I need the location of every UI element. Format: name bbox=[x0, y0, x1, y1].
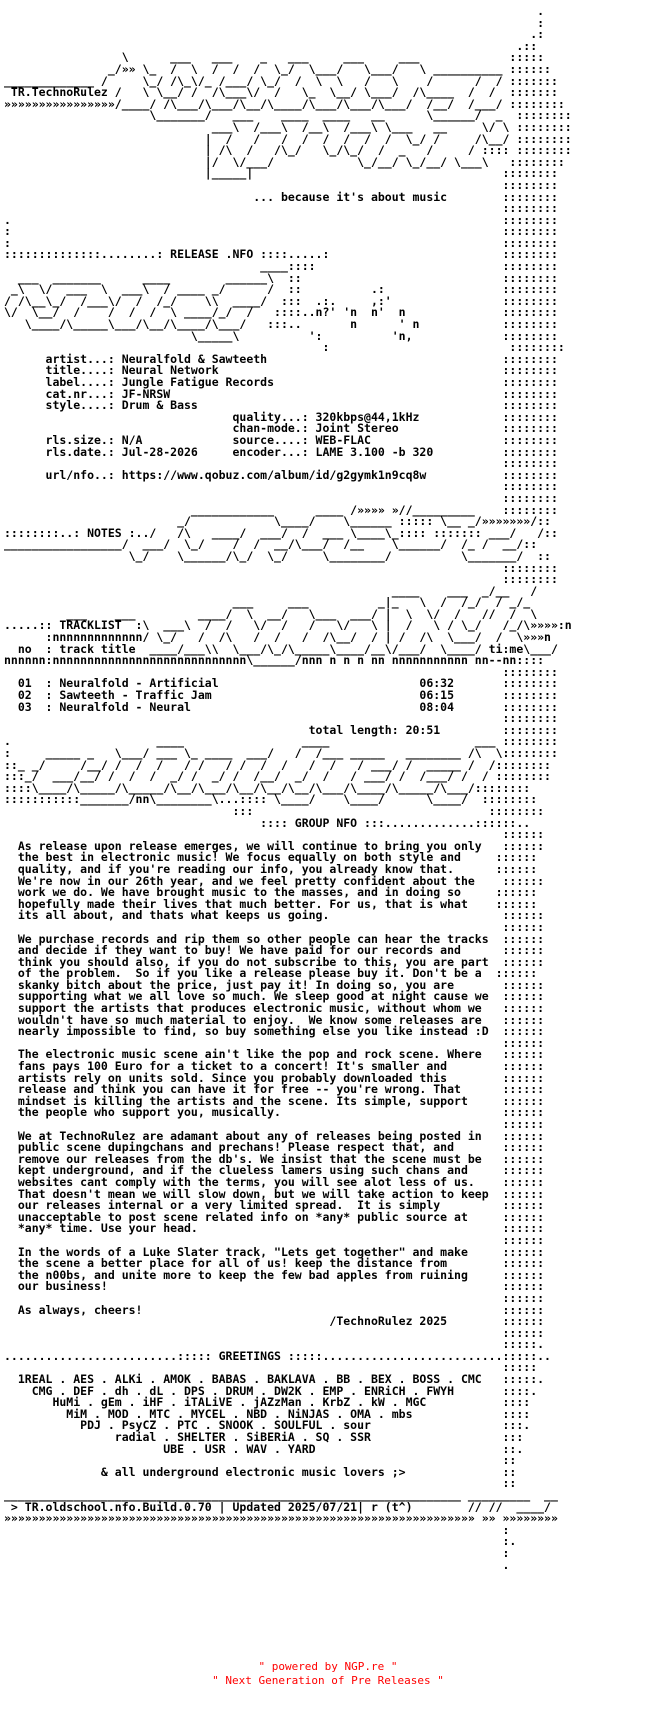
site-footer bbox=[0, 1660, 656, 1688]
nfo-ascii-document: . : .: .:: \ ___ ___ _ ___ ___ ___ ::::: _/»» \_ / \ / / / \_/ \___/ \___/ \ __________ :::::: _____________ / \_/ /\_\/_ /___/ \_/ / \ \ / \ / / / ::::::: TR.TechnoRulez / \ \__/ / /\___\/ / \_ \__/ \___/ /\____ / / ::::::: »»»»»»»»»»»»»»»»/____/ /\___/\___/\__/\____/\___/\___/\___/ /__/ /___/ :::::::: \_______/ ___ ____ ____ __ \______/ _ :::::::: ___\ /___\ /__\ /___\ \___ __ \/ \ :::::::: | / / / / / / / / \_/ / /\__/ :::::::: | /\ / /\_/ \_/\_/ / _ / / :::: :::::::: |/ \/___/ \_/__/ \_/__/ \___\ :::::::: |_____| :::::::: :::::::: ... because it's about music :::::::: :::::::: . :::::::: : :::::::: : :::::::: ::::::::::::::........: RELEASE .NFO ::::.....: :::::::: ____:::: :::::::: ___ _______ ____ ______\ :: :::::::: _\ \/ ___ \ ___\ / ____ _/ / :: .: :::::::: / /\__\_/ /___\/ / /_/ \\ ____/ ::: .:. ,:' :::::::: \/ \__/ / / / / \ ____/_/ / ::::..n?' 'n n' n :::::::: \____/\_____\___/\__/\____/\___/ :::.. n ' n :::::::: \_____\ ': 'n, :::::::: : :::::::: artist...: Neuralfold & Sawteeth :::::::: title....: Neural Network :::::::: label....: Jungle Fatigue Records :::::::: cat.nr...: JF-NRSW :::::::: style....: Drum & Bass :::::::: quality...: 320kbps@44,1kHz :::::::: chan-mode.: Joint Stereo :::::::: rls.size.: N/A source....: WEB-FLAC :::::::: rls.date.: Jul-28-2026 encoder...: LAME 3.100 -b 320 :::::::: :::::::: url/nfo..: https://www.qobuz.com/album/id/g2gymk1n9cq8w :::::::: :::::::: :::::::: ____________ ____ /»»»» »//_________ :::::::: _/ \____/ \______ ::::: \__ _/»»»»»»»/:: ::::::::..: NOTES :../ /\ ____/ ___/ / ___ \____\_:::: ::::::: ___/ /:: _________________/ ___/ \_/ / / __/\___/ /__ \______/ /_ / __/:: \_/ \______/\_/ \_/ \________/ \_______/ :: :::::::: :::::::: ____ ___ _/__ / ___ ___ _|_ \ / /_/ / _/_ ___ ___ ____/ \ __/ \___ ___/ | \ \/ / // / \ .....:: TRACKLIST :\ ___\ / / \/ / / \/ \ | / \ / \_/ /_/\»»»»:n :nnnnnnnnnnnnn/ \_/ / /\ / / / /\__/ / | / /\ \___/ / \»»»n no : track title ____/___\\ \___/\_/\_____\____/__\/___/ \____/ ti:me\___/ nnnnnn:nnnnnnnnnnnnnnnnnnnnnnnnnnnn\______/nnn n n n nn nnnnnnnnnnn nn--nn:::: :::::::: 01 : Neuralfold - Artificial 06:32 :::::::: 02 : Sawteeth - Traffic Jam 06:15 :::::::: 03 : Neuralfold - Neural 08:04 :::::::: :::::::: total length: 20:51 :::::::: . ____ ____ ___ :::::::: : _____ _ \___/ ___ \_ ____ ___/ / /___ _____ ________ /\ \:::::::: ::_ _/ /__/ / / / / / / / / / / / / ___/ / _____ / /:::::::: :::_/ ___/__/ / / / _/ / _/ / /__/ _/ / / ___/ / /___/ / / :::::::: ::::\____/\_____/\_____/\__/\___/\__/\__/\__/\___/\____/\_____/\___/:::::::: :::::::::::_______/nn\________\...:::: \____/ \____/ \____/ :::::::: ::: :::::::: :::: GROUP NFO :::.............::::::.. :::::: As release upon release emerges, we will continue to bring you only :::::: the best in electronic music! We focus equally on both style and :::::: quality, and if you're reading our info, you already know that. :::::: We're now in our 26th year, and we feel pretty confident about the :::::: work we do. We have brought music to the masses, and in doing so :::::: hopefully made their lives that much better. For us, that is what :::::: its all about, and thats what keeps us going. :::::: :::::: We purchase records and rip them so other people can hear the tracks :::::: and decide if they want to buy! We have paid for our records and :::::: think you should also, if you do not subscribe to this, you are part :::::: of the problem. So if you like a release please buy it. Don't be a :::::: skanky bitch about the price, just pay it! In doing so, you are :::::: supporting what we all love so much. We sleep good at night cause we :::::: support the artists that produces electronic music, without whom we :::::: wouldn't have so much material to enjoy. We know some releases are :::::: nearly impossible to find, so buy something else you like instead :D :::::: :::::: The electronic music scene ain't like the pop and rock scene. Where :::::: fans pays 100 Euro for a ticket to a concert! It's smaller and :::::: artists rely on units sold. Since you probably downloaded this :::::: release and think you can have it for free -- you're wrong. That :::::: mindset is killing the artists and the scene. Its simple, support :::::: the people who support you, musically. :::::: :::::: We at TechnoRulez are adamant about any of releases being posted in :::::: public scene dupingchans and prechans! Please respect that, and :::::: remove our releases from the db's. We insist that the scene must be :::::: kept underground, and if the clueless lamers using such chans and :::::: websites cant comply with the terms, you will see alot less of us. :::::: That doesn't mean we will slow down, but we will take action to keep :::::: our releases internal or a very limited spread. It is simply :::::: unacceptable to post scene related info on *any* public source at :::::: *any* time. Use your head. :::::: :::::: In the words of a Luke Slater track, "Lets get together" and make :::::: the scene a better place for all of us! keep the distance from :::::: the n00bs, and unite more to keep the few bad apples from ruining :::::: our business! :::::: :::::: As always, cheers! :::::: /TechnoRulez 2025 :::::: :::::: :::::. .........................::::: GREETINGS :::::..........................:::::.. ::::: 1REAL . AES . ALKi . AMOK . BABAS . BAKLAVA . BB . BEX . BOSS . CMC :::::. CMG . DEF . dh . dL . DPS . DRUM . DW2K . EMP . ENRiCH . FWYH ::::. HuMi . gEm . iHF . iTALiVE . jAZzMan . KrbZ . kW . MGC :::: MiM . MOD . MTC . MYCEL . NBD . NiNJAS . OMA . mbs :::: PDJ . PsyCZ . PTC . SNOOK . SOULFUL . sour :::. radial . SHELTER . SiBERiA . SQ . SSR ::: UBE . USR . WAV . YARD ::. :: & all underground electronic music lovers ;> :: :: __________________________________________________________________ _________ __ > TR.oldschool.nfo.Build.0.70 | Updated 2025/07/21| r (t^) // // ____/ »»»»»»»»»»»»»»»»»»»»»»»»»»»»»»»»»»»»»»»»»»»»»»»»»»»»»»»»»»»»»»»»»»»» »» »»»»»»»» : :. : . bbox=[4, 4, 572, 1572]
footer-tagline: " Next Generation of Pre Releases " bbox=[212, 1674, 444, 1687]
powered-by-text: " powered by NGP.re " bbox=[258, 1660, 398, 1673]
